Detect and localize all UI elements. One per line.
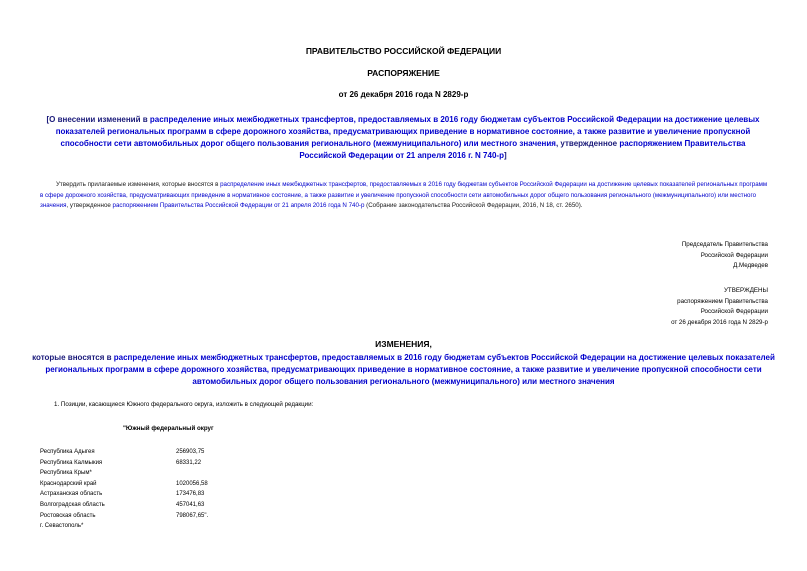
changes-prefix: которые вносятся в	[32, 353, 114, 362]
approved-line-1: УТВЕРЖДЕНЫ	[724, 287, 768, 294]
region-name: Республика Крым*	[40, 470, 92, 477]
signature-block	[682, 240, 768, 272]
title-middle: , утвержденное	[555, 139, 620, 148]
changes-link-distribution[interactable]: распределение иных межбюджетных трансфертов, предоставляемых в 2016 году бюджетам субъектов Российской Федерации на достижение целевых показателей региональных программ в сфере дорожного хозяйства, предусматривающих приведение в нормативное состояние, а также развитие и увеличение пропускной способности сети автомобильных дорог общего пользования регионального (межмуниципального) или местного значения	[45, 353, 775, 386]
body-link-order[interactable]: распоряжением Правительства Российской Федерации от 21 апреля 2016 года N 740-р	[112, 202, 365, 209]
approved-block	[671, 286, 768, 328]
region-value: 68331,22	[176, 459, 202, 466]
region-value: 1020056,58	[176, 480, 208, 487]
changes-heading: ИЗМЕНЕНИЯ,	[375, 339, 432, 349]
changes-subtitle	[30, 352, 777, 388]
body-text-end: (Собрание законодательства Российской Федерации, 2016, N 18, ст. 2650).	[364, 202, 583, 209]
region-name: Ростовская область	[40, 512, 96, 519]
region-name: Республика Калмыкия	[40, 459, 103, 466]
signature-line-3: Д.Медведев	[733, 262, 768, 269]
region-value: 256903,75	[176, 449, 205, 455]
point-1: 1. Позиции, касающиеся Южного федерального округа, изложить в следующей редакции:	[54, 401, 314, 408]
table-row	[40, 470, 340, 481]
region-name: Волгоградская область	[40, 501, 105, 508]
table-row	[40, 523, 340, 534]
decree-heading: РАСПОРЯЖЕНИЕ	[367, 68, 440, 78]
region-name: г. Севастополь*	[40, 523, 84, 530]
table-row	[40, 460, 340, 471]
table-row	[40, 481, 340, 492]
region-name: Республика Адыгея	[40, 449, 95, 455]
region-value: 798067,65".	[176, 512, 209, 519]
regions-table	[40, 449, 340, 534]
table-row	[40, 449, 340, 460]
title-suffix: ]	[503, 151, 507, 160]
body-text-mid: , утвержденное	[66, 202, 113, 209]
region-name: Краснодарский край	[40, 480, 97, 487]
table-row	[40, 513, 340, 524]
signature-line-2: Российской Федерации	[700, 251, 768, 259]
approved-line-2: распоряжением Правительства	[677, 297, 768, 305]
government-heading: ПРАВИТЕЛЬСТВО РОССИЙСКОЙ ФЕДЕРАЦИИ	[305, 46, 502, 56]
approved-line-4: от 26 декабря 2016 года N 2829-р	[671, 318, 768, 326]
signature-line-1: Председатель Правительства	[681, 241, 768, 248]
title-link-distribution[interactable]: распределение иных межбюджетных трансфертов, предоставляемых в 2016 году бюджетам субъектов Российской Федерации на достижение целевых показателей региональных программ в сфере дорожного хозяйства, предусматривающих приведение в нормативное состояние, а также развитие и увеличение пропускной способности сети автомобильных дорог общего пользования регионального (межмуниципального) или местного значения	[55, 115, 760, 148]
title-prefix: [О внесении изменений в	[46, 115, 150, 124]
approved-line-3: Российской Федерации	[700, 308, 768, 315]
southern-district-heading: "Южный федеральный округ	[123, 425, 214, 432]
decree-date: от 26 декабря 2016 года N 2829-р	[338, 90, 469, 99]
region-name: Астраханская область	[40, 491, 103, 498]
document-title	[38, 114, 768, 162]
table-row	[40, 491, 340, 502]
body-text-start: Утвердить прилагаемые изменения, которые вносятся в	[56, 181, 221, 188]
body-paragraph	[40, 180, 768, 212]
region-value: 173476,83	[176, 491, 205, 498]
title-link-order[interactable]: распоряжением Правительства Российской Федерации от 21 апреля 2016 г. N 740-р	[299, 139, 746, 160]
body-link-distribution[interactable]: распределение иных межбюджетных трансфертов, предоставляемых в 2016 году бюджетам субъектов Российской Федерации на достижение целевых показателей региональных программ в сфере дорожного хозяйства, предусматривающих приведение в нормативное состояние, а также развитие и увеличение пропускной способности сети автомобильных дорог общего пользования регионального (межмуниципального) или местного значения	[40, 181, 768, 209]
region-value: 457041,63	[176, 501, 205, 508]
table-row	[40, 502, 340, 513]
